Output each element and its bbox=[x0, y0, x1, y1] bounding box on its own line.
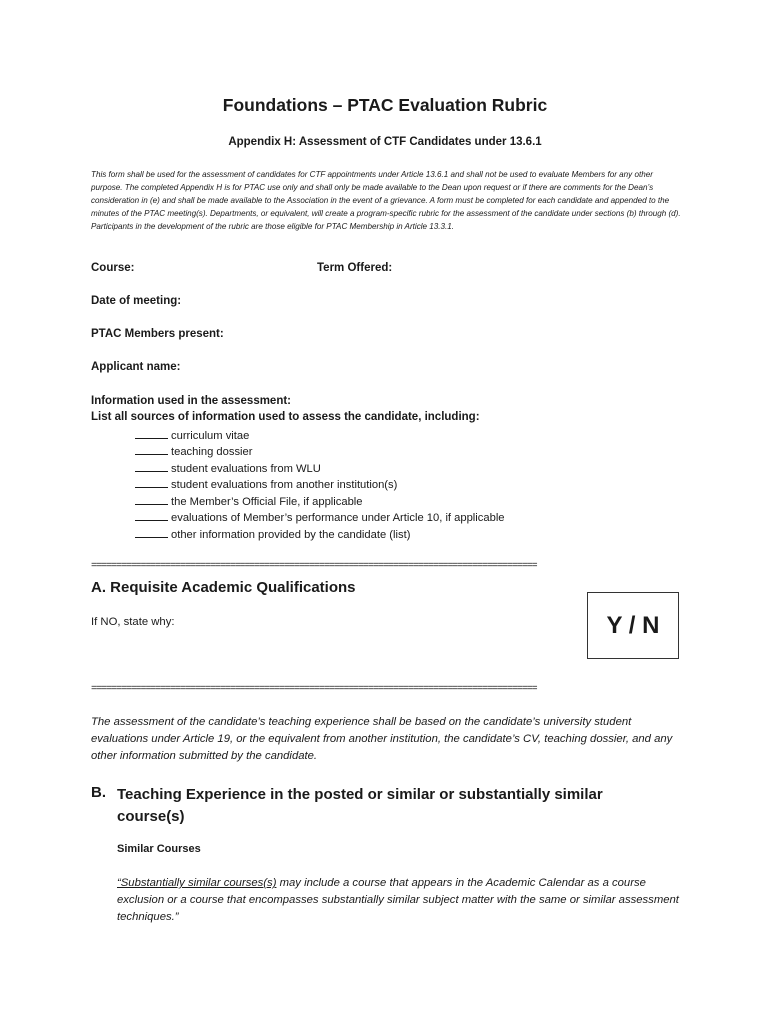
source-item: evaluations of Member’s performance under Article 10, if applicable bbox=[135, 510, 505, 524]
source-item: other information provided by the candidate (list) bbox=[135, 527, 410, 541]
blank-line[interactable] bbox=[135, 510, 168, 521]
section-a-heading: A. Requisite Academic Qualifications bbox=[91, 579, 356, 596]
blank-line[interactable] bbox=[135, 461, 168, 472]
yes-no-box[interactable]: Y / N bbox=[587, 592, 679, 659]
blank-line[interactable] bbox=[135, 494, 168, 505]
blank-line[interactable] bbox=[135, 428, 168, 439]
date-of-meeting-label: Date of meeting: bbox=[91, 295, 182, 307]
separator-line: ========================================================================================== bbox=[91, 562, 537, 572]
info-used-label: Information used in the assessment: bbox=[91, 395, 292, 407]
list-sources-label: List all sources of information used to assess the candidate, including: bbox=[91, 411, 480, 423]
intro-paragraph: This form shall be used for the assessment of candidates for CTF appointments under Article 13.6.1 and shall not be used to evaluate Members for any other purpose. The completed Appendix H is for PTAC use only and shall only be made available to the Dean upon request or if there are comments for the Dean’s consideration in (e) and shall be made available to the Association in the event of a grievance. A form must be completed for each candidate and appended to the minutes of the PTAC meeting(s). Departments, or equivalent, will create a program-specific rubric for the assessment of the candidate under sections (b) through (d). Participants in the development of the rubric are those eligible for PTAC Membership in Article 13.3.1. bbox=[91, 170, 681, 232]
similar-courses-quote: “Substantially similar courses(s) may include a course that appears in the Academic Calendar as a course exclusion or a course that encompasses substantially similar subject matter with the same or similar assessment techniques.” bbox=[117, 877, 679, 923]
blank-line[interactable] bbox=[135, 444, 168, 455]
applicant-name-label: Applicant name: bbox=[91, 361, 181, 373]
course-label: Course: bbox=[91, 262, 135, 274]
if-no-label: If NO, state why: bbox=[91, 616, 175, 628]
source-item: student evaluations from another institution(s) bbox=[135, 477, 397, 491]
document-subtitle: Appendix H: Assessment of CTF Candidates under 13.6.1 bbox=[228, 136, 542, 148]
blank-line[interactable] bbox=[135, 477, 168, 488]
ptac-members-label: PTAC Members present: bbox=[91, 328, 224, 340]
blank-line[interactable] bbox=[135, 527, 168, 538]
source-item: teaching dossier bbox=[135, 444, 252, 458]
term-offered-label: Term Offered: bbox=[317, 262, 393, 274]
teaching-note: The assessment of the candidate’s teaching experience shall be based on the candidate’s university student evaluations under Article 19, or the equivalent from another institution, the candidate’s CV, teaching dossier, and any other information submitted by the candidate. bbox=[91, 716, 673, 762]
similar-courses-heading: Similar Courses bbox=[117, 843, 201, 855]
section-b-letter: B. bbox=[91, 784, 106, 801]
source-item: the Member’s Official File, if applicable bbox=[135, 494, 363, 508]
separator-line: ========================================================================================== bbox=[91, 685, 537, 695]
source-item: curriculum vitae bbox=[135, 428, 249, 442]
document-title: Foundations – PTAC Evaluation Rubric bbox=[222, 95, 548, 115]
section-b-heading: Teaching Experience in the posted or similar or substantially similar course(s) bbox=[117, 786, 603, 825]
source-item: student evaluations from WLU bbox=[135, 461, 321, 475]
